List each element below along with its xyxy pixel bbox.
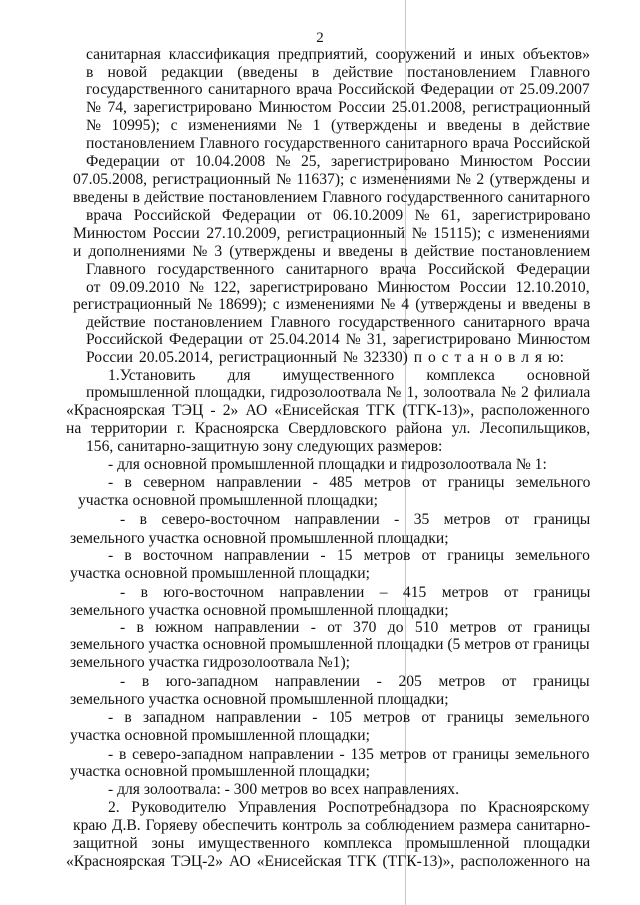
text-line: земельного участка гидрозолоотвала №1); bbox=[70, 654, 350, 671]
text-line: 2. Руководителю Управления Роспотребнадзора по Красноярскому bbox=[108, 799, 590, 816]
text-line: участка основной промышленной площадки; bbox=[70, 565, 370, 582]
text-line: в новой редакции (введены в действие постановлением Главного bbox=[86, 64, 591, 81]
text-line: 1.Установить для имущественного комплекса основной bbox=[108, 367, 591, 384]
text-line: земельного участка основной промышленной площадки; bbox=[70, 691, 449, 708]
text-line: - в южном направлении - от 370 до 510 метров от границы bbox=[120, 619, 591, 636]
text-line: 07.05.2008, регистрационный № 11637); с изменениями № 2 (утверждены и bbox=[73, 171, 590, 188]
text-line: - в юго-восточном направлении – 415 метров от границы bbox=[120, 584, 591, 601]
text-line: - в северо-западном направлении - 135 метров от границы земельного bbox=[108, 746, 590, 763]
text-line: действие постановлением Главного государственного санитарного врача bbox=[86, 314, 590, 331]
text-line: защитной зоны имущественного комплекса промышленной площадки bbox=[73, 835, 591, 852]
text-line: 156, санитарно-защитную зону следующих размеров: bbox=[86, 438, 443, 455]
text-line: «Красноярская ТЭЦ-2» АО «Енисейская ТГК (ТГК-13)», расположенного на bbox=[66, 853, 591, 870]
text-line: Минюстом России 27.10.2009, регистрационный № 15115); с изменениями bbox=[73, 225, 590, 242]
text-line: на территории г. Красноярска Свердловского района ул. Лесопильщиков, bbox=[66, 420, 591, 437]
text-line: № 10995); с изменениями № 1 (утверждены и введены в действие bbox=[86, 117, 590, 134]
text-line: - в юго-западном направлении - 205 метров от границы bbox=[120, 673, 590, 690]
text-line: регистрационный № 18699); с изменениями № 4 (утверждены и введены в bbox=[73, 296, 591, 313]
text-line: - в северном направлении - 485 метров от границы земельного bbox=[108, 474, 591, 491]
text-line: - в восточном направлении - 15 метров от границы земельного bbox=[108, 547, 590, 564]
text-line: земельного участка основной промышленной площадки; bbox=[70, 602, 449, 619]
text-line: краю Д.В. Горяеву обеспечить контроль за соблюдением размера санитарно- bbox=[73, 817, 591, 834]
text-line: № 74, зарегистрировано Минюстом России 25.01.2008, регистрационный bbox=[86, 99, 591, 116]
text-line: санитарная классификация предприятий, сооружений и иных объектов» bbox=[86, 46, 590, 63]
text-line: земельного участка основной промышленной площадки; bbox=[70, 530, 449, 547]
text-line: - в западном направлении - 105 метров от границы земельного bbox=[108, 709, 590, 726]
text-line: Главного государственного санитарного врача Российской Федерации bbox=[86, 261, 591, 278]
text-line: - для золоотвала: - 300 метров во всех направлениях. bbox=[108, 781, 459, 798]
page-number: 2 bbox=[316, 30, 324, 46]
text-line: участка основной промышленной площадки; bbox=[78, 492, 378, 509]
text-line: земельного участка основной промышленной площадки (5 метров от границы bbox=[70, 636, 590, 653]
text-line: государственного санитарного врача Российской Федерации от 25.09.2007 bbox=[86, 81, 590, 98]
text-line: Федерации от 10.04.2008 № 25, зарегистрировано Минюстом России bbox=[86, 153, 591, 170]
text-line: России 20.05.2014, регистрационный № 32330) п о с т а н о в л я ю: bbox=[86, 349, 564, 366]
text-line: «Красноярская ТЭЦ - 2» АО «Енисейская ТГК (ТГК-13)», расположенного bbox=[66, 402, 590, 419]
text-line: от 09.09.2010 № 122, зарегистрировано Минюстом России 12.10.2010, bbox=[86, 279, 590, 296]
text-line: врача Российской Федерации от 06.10.2009 № 61, зарегистрировано bbox=[86, 207, 591, 224]
text-line: промышленной площадки, гидрозолоотвала № 1, золоотвала № 2 филиала bbox=[86, 384, 591, 401]
text-line: участка основной промышленной площадки; bbox=[70, 727, 370, 744]
text-line: и дополнениями № 3 (утверждены и введены в действие постановлением bbox=[73, 243, 591, 260]
text-line: введены в действие постановлением Главного государственного санитарного bbox=[73, 189, 591, 206]
text-line: участка основной промышленной площадки; bbox=[70, 763, 370, 780]
text-line: постановлением Главного государственного санитарного врача Российской bbox=[86, 135, 591, 152]
text-line: - для основной промышленной площадки и гидрозолоотвала № 1: bbox=[108, 456, 547, 473]
text-line: Российской Федерации от 25.04.2014 № 31, зарегистрировано Минюстом bbox=[86, 331, 591, 348]
text-line: - в северо-восточном направлении - 35 метров от границы bbox=[120, 511, 591, 528]
